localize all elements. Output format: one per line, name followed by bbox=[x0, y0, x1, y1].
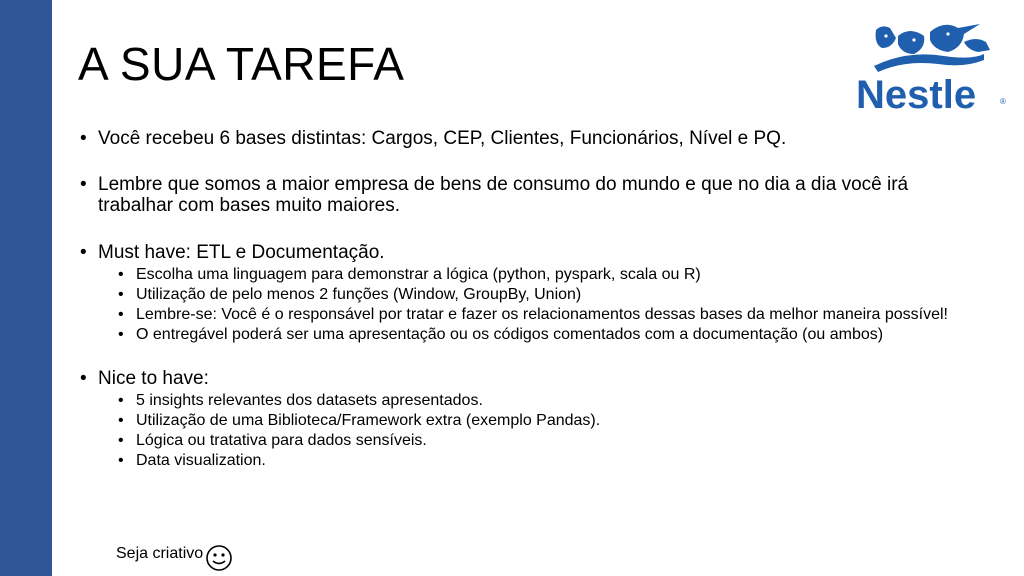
nest-birds-icon bbox=[874, 24, 990, 72]
bullet-nice-to-have: • Nice to have: bbox=[80, 368, 980, 389]
sub-bullet: • Escolha uma linguagem para demonstrar a lógica (python, pyspark, scala ou R) bbox=[118, 266, 980, 283]
bullet-list bbox=[80, 128, 980, 469]
sub-bullet: • Utilização de pelo menos 2 funções (Window, GroupBy, Union) bbox=[118, 286, 980, 303]
side-accent-bar bbox=[0, 0, 52, 576]
bullet-bases: • Você recebeu 6 bases distintas: Cargos, CEP, Clientes, Funcionários, Nível e PQ. bbox=[80, 128, 980, 149]
svg-text:®: ® bbox=[1000, 97, 1006, 106]
logo-wordmark: Nestle bbox=[856, 73, 977, 114]
footer bbox=[116, 540, 233, 568]
sub-bullet: • Lógica ou tratativa para dados sensíveis. bbox=[118, 432, 980, 449]
footer-text: Seja criativo bbox=[116, 545, 204, 562]
smiley-icon bbox=[205, 544, 233, 572]
bullet-empresa: • Lembre que somos a maior empresa de bens de consumo do mundo e que no dia a dia você irá trabalhar com bases muito maiores. bbox=[80, 174, 980, 216]
must-have-sublist bbox=[80, 266, 980, 343]
nice-to-have-sublist bbox=[80, 392, 980, 469]
sub-bullet: • O entregável poderá ser uma apresentação ou os códigos comentados com a documentação (ou ambos) bbox=[118, 326, 980, 343]
sub-bullet: • Utilização de uma Biblioteca/Framework extra (exemplo Pandas). bbox=[118, 412, 980, 429]
sub-bullet: • Data visualization. bbox=[118, 452, 980, 469]
sub-bullet: • Lembre-se: Você é o responsável por tratar e fazer os relacionamentos dessas bases da melhor maneira possível! bbox=[118, 306, 980, 323]
slide-title: A SUA TAREFA bbox=[78, 38, 405, 90]
nestle-logo bbox=[852, 14, 1012, 114]
sub-bullet: • 5 insights relevantes dos datasets apresentados. bbox=[118, 392, 980, 409]
bullet-must-have: • Must have: ETL e Documentação. bbox=[80, 242, 980, 263]
